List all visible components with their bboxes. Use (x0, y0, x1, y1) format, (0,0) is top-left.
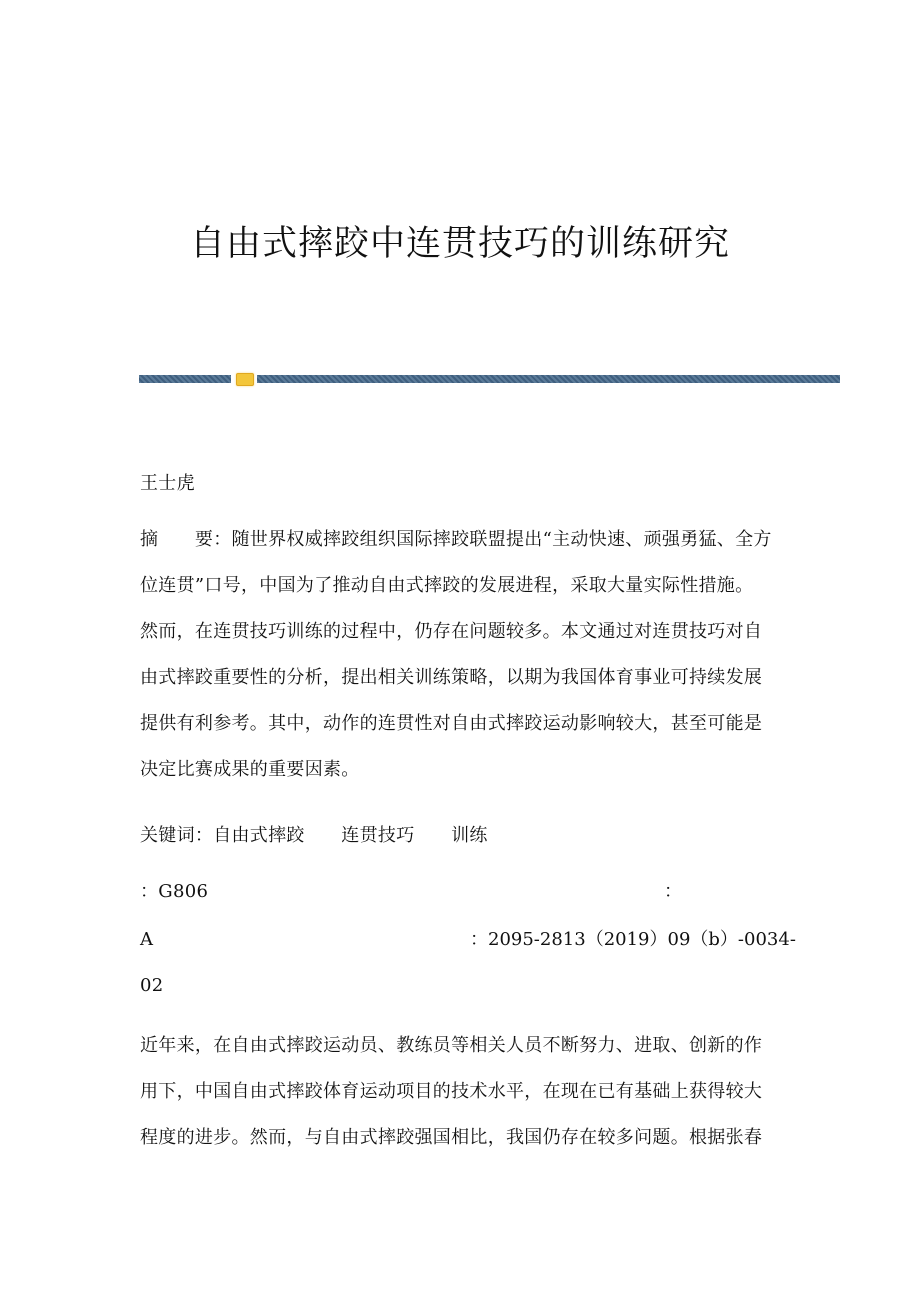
article-id: ：2095-2813（2019）09（b）-0034- (470, 929, 796, 950)
abstract-line: 摘 要：随世界权威摔跤组织国际摔跤联盟提出“主动快速、顽强勇猛、全方 (140, 529, 772, 550)
abstract-line: 然而，在连贯技巧训练的过程中，仍存在问题较多。本文通过对连贯技巧对自 (140, 621, 763, 642)
body-line: 用下，中国自由式摔跤体育运动项目的技术水平，在现在已有基础上获得较大 (140, 1081, 763, 1102)
article-id-continued: 02 (140, 975, 164, 996)
abstract-line: 决定比赛成果的重要因素。 (140, 759, 360, 780)
body-line: 程度的进步。然而，与自由式摔跤强国相比，我国仍存在较多问题。根据张春 (140, 1127, 763, 1148)
document-title: 自由式摔跤中连贯技巧的训练研究 (189, 224, 730, 264)
divider-bar-left (139, 375, 231, 383)
abstract-line: 由式摔跤重要性的分析，提出相关训练策略，以期为我国体育事业可持续发展 (140, 667, 763, 688)
envelope-icon (236, 373, 254, 386)
classification-number: ：G806 (140, 881, 209, 902)
body-line: 近年来，在自由式摔跤运动员、教练员等相关人员不断努力、进取、创新的作 (140, 1035, 763, 1056)
divider-bar-right (257, 375, 840, 383)
document-code: A (140, 929, 154, 950)
abstract-line: 提供有利参考。其中，动作的连贯性对自由式摔跤运动影响较大，甚至可能是 (140, 713, 763, 734)
keywords: 关键词：自由式摔跤 连贯技巧 训练 (140, 825, 488, 846)
author: 王士虎 (140, 473, 195, 494)
abstract-line: 位连贯”口号，中国为了推动自由式摔跤的发展进程，采取大量实际性措施。 (140, 575, 754, 596)
colon-label: ： (664, 881, 682, 902)
